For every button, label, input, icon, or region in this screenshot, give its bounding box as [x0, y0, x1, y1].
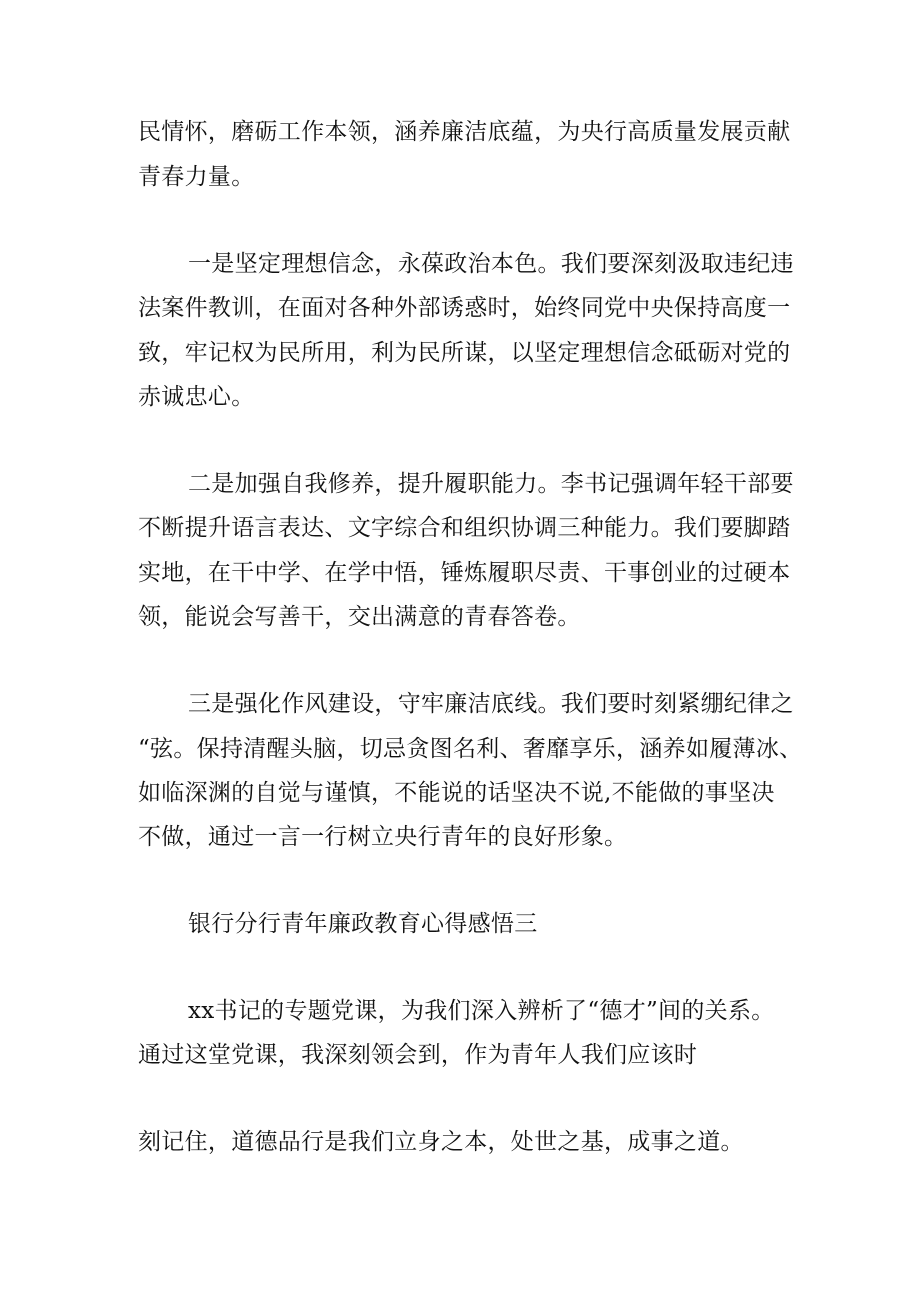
paragraph-line: 实地，在干中学、在学中悟，锤炼履职尽责、干事创业的过硬本: [138, 560, 791, 586]
paragraph-line: 致，牢记权为民所用，利为民所谋，以坚定理想信念砥砺对党的: [138, 340, 791, 366]
paragraph-line: 一是坚定理想信念，永葆政治本色。我们要深刻汲取违纪违: [188, 251, 794, 277]
paragraph-line: 法案件教训，在面对各种外部诱惑时，始终同党中央保持高度一: [138, 295, 791, 321]
paragraph-line: xx书记的专题党课，为我们深入辨析了“德才”间的关系。: [188, 998, 775, 1024]
paragraph-line: 不断提升语言表达、文字综合和组织协调三种能力。我们要脚踏: [138, 515, 791, 541]
paragraph-line: 民情怀，磨砺工作本领，涵养廉洁底蕴，为央行高质量发展贡献: [138, 119, 791, 145]
section-heading: 银行分行青年廉政教育心得感悟三: [188, 911, 538, 937]
paragraph-line: 通过这堂党课，我深刻领会到，作为青年人我们应该时: [138, 1042, 698, 1068]
paragraph-line: 三是强化作风建设，守牢廉洁底线。我们要时刻紧绷纪律之: [188, 691, 794, 717]
paragraph-line: 赤诚忠心。: [138, 384, 255, 410]
paragraph-line: “弦。保持清醒头脑，切忌贪图名利、奢靡享乐，涵养如履薄冰、: [138, 736, 803, 762]
paragraph-line: 不做，通过一言一行树立央行青年的良好形象。: [138, 824, 628, 850]
paragraph-line: 二是加强自我修养，提升履职能力。李书记强调年轻干部要: [188, 471, 794, 497]
paragraph-line: 青春力量。: [138, 164, 255, 190]
paragraph-line: 如临深渊的自觉与谨慎，不能说的话坚决不说,不能做的事坚决: [138, 780, 775, 806]
paragraph-line: 领，能说会写善干，交出满意的青春答卷。: [138, 604, 581, 630]
paragraph-line: 刻记住，道德品行是我们立身之本，处世之基，成事之道。: [138, 1129, 744, 1155]
